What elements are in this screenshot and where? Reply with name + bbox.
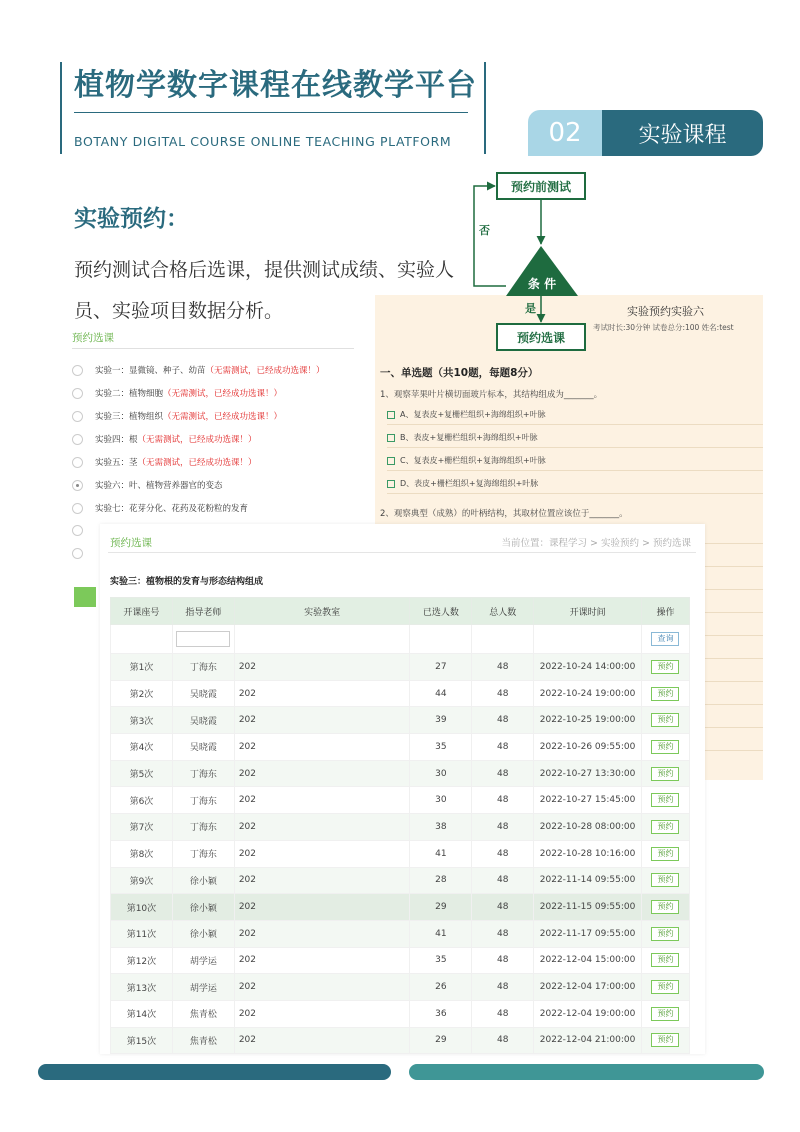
table-cell: [641, 787, 689, 814]
table-cell: [641, 1027, 689, 1054]
table-cell: [472, 625, 534, 654]
breadcrumb: 当前位置：课程学习 > 实验预约 > 预约选课: [501, 538, 691, 549]
table-cell: [641, 894, 689, 921]
choice-note: （无需测试，已经成功选课！）: [137, 435, 257, 445]
table-cell: 胡学运: [172, 974, 234, 1001]
exam-title: 实验预约实验六: [627, 305, 704, 318]
table-cell: 2022-12-04 17:00:00: [534, 974, 642, 1001]
table-cell: 202: [234, 734, 410, 761]
exam-option-label: C、复表皮+栅栏组织+复海绵组织+叶脉: [400, 456, 546, 465]
exam-meta: 考试时长:30分钟 试卷总分:100 姓名:test: [593, 323, 734, 332]
choice-label: 实验五：茎: [95, 458, 138, 468]
table-cell: 48: [472, 947, 534, 974]
choice-label: 实验二：植物细胞: [95, 389, 164, 399]
table-cell: 第14次: [111, 1000, 173, 1027]
choice-label: 实验七：花芽分化、花药及花粉粒的发育: [95, 504, 249, 514]
radio-icon[interactable]: [72, 434, 83, 445]
table-cell: 丁海东: [172, 760, 234, 787]
table-cell: 48: [472, 920, 534, 947]
table-row: [111, 894, 690, 921]
table-cell: 2022-12-04 21:00:00: [534, 1027, 642, 1054]
table-cell: 2022-10-25 19:00:00: [534, 707, 642, 734]
choice-item[interactable]: [72, 433, 257, 445]
table-cell: 202: [234, 1000, 410, 1027]
table-cell: 48: [472, 787, 534, 814]
table-cell: 2022-11-15 09:55:00: [534, 894, 642, 921]
table-cell: 41: [410, 840, 472, 867]
table-row: [111, 760, 690, 787]
book-button[interactable]: 预约: [651, 713, 679, 727]
table-cell: [641, 734, 689, 761]
table-cell: 202: [234, 760, 410, 787]
schedule-table: [110, 597, 690, 1054]
flow-condition-label: 条 件: [527, 277, 557, 291]
table-cell: 2022-10-27 13:30:00: [534, 760, 642, 787]
schedule-panel: [100, 524, 705, 1054]
book-button[interactable]: 预约: [651, 793, 679, 807]
choice-label: 实验一：显微镜、种子、幼苗: [95, 366, 206, 376]
book-button[interactable]: 预约: [651, 1033, 679, 1047]
radio-icon[interactable]: [72, 548, 83, 559]
table-cell: 第4次: [111, 734, 173, 761]
table-cell: 吴晓霞: [172, 707, 234, 734]
teacher-filter-input[interactable]: [176, 631, 230, 647]
table-cell: 202: [234, 680, 410, 707]
table-row: [111, 654, 690, 681]
column-header: 实验教室: [234, 598, 410, 625]
table-cell: 26: [410, 974, 472, 1001]
section-name: 实验课程: [602, 110, 763, 156]
column-header: 指导老师: [172, 598, 234, 625]
choice-item[interactable]: [72, 548, 95, 559]
table-cell: 胡学运: [172, 947, 234, 974]
table-cell: 第1次: [111, 654, 173, 681]
panel-title: 预约选课: [110, 537, 152, 549]
table-row: [111, 1027, 690, 1054]
column-header: 开课座号: [111, 598, 173, 625]
table-row: [111, 680, 690, 707]
flowchart: [470, 170, 600, 360]
table-cell: 39: [410, 707, 472, 734]
table-row: [111, 840, 690, 867]
table-cell: [641, 920, 689, 947]
table-header-row: [111, 598, 690, 625]
table-cell: [234, 625, 410, 654]
table-cell: 48: [472, 760, 534, 787]
checkbox-icon[interactable]: [387, 434, 395, 442]
table-cell: 丁海东: [172, 654, 234, 681]
table-cell: 28: [410, 867, 472, 894]
exam-option[interactable]: [387, 405, 763, 425]
table-row: [111, 734, 690, 761]
radio-icon[interactable]: [72, 388, 83, 399]
table-cell: 36: [410, 1000, 472, 1027]
choice-item[interactable]: [72, 525, 95, 536]
choose-title: 预约选课: [72, 332, 114, 344]
column-header: 总人数: [472, 598, 534, 625]
table-cell: 第7次: [111, 814, 173, 841]
checkbox-icon[interactable]: [387, 480, 395, 488]
divider: [108, 552, 696, 553]
table-cell: 2022-11-14 09:55:00: [534, 867, 642, 894]
table-cell: 202: [234, 814, 410, 841]
choice-item[interactable]: [72, 364, 325, 376]
exam-option[interactable]: [387, 474, 763, 494]
choice-item[interactable]: [72, 456, 257, 468]
table-cell: 2022-11-17 09:55:00: [534, 920, 642, 947]
table-cell: [641, 707, 689, 734]
table-cell: 202: [234, 974, 410, 1001]
table-cell: 48: [472, 840, 534, 867]
exam-option[interactable]: [387, 451, 763, 471]
section-description: 预约测试合格后选课，提供测试成绩、实验人员、实验项目数据分析。: [74, 259, 455, 322]
book-button[interactable]: 预约: [651, 687, 679, 701]
table-cell: 2022-10-26 09:55:00: [534, 734, 642, 761]
exam-section-title: 一、单选题（共10题，每题8分）: [380, 367, 539, 379]
table-cell: 徐小颖: [172, 920, 234, 947]
table-cell: [641, 654, 689, 681]
section-number: 02: [528, 110, 602, 156]
table-cell: [641, 974, 689, 1001]
table-cell: 焦青松: [172, 1000, 234, 1027]
table-cell: 30: [410, 787, 472, 814]
flow-yes-label: 是: [525, 302, 536, 315]
table-cell: 202: [234, 707, 410, 734]
choice-note: （无需测试，已经成功选课！）: [163, 412, 283, 422]
table-cell: 48: [472, 814, 534, 841]
table-cell: 第11次: [111, 920, 173, 947]
radio-icon[interactable]: [72, 525, 83, 536]
book-button[interactable]: 预约: [651, 660, 679, 674]
table-cell: 29: [410, 894, 472, 921]
table-cell: [641, 760, 689, 787]
table-cell: 2022-12-04 19:00:00: [534, 1000, 642, 1027]
table-cell: 48: [472, 1027, 534, 1054]
table-cell: 2022-10-24 19:00:00: [534, 680, 642, 707]
book-button[interactable]: 预约: [651, 980, 679, 994]
table-cell: 35: [410, 947, 472, 974]
footer-bar-left: [38, 1064, 391, 1080]
choice-label: 实验三：植物组织: [95, 412, 164, 422]
table-cell: 第3次: [111, 707, 173, 734]
column-header: 已选人数: [410, 598, 472, 625]
radio-icon[interactable]: [72, 365, 83, 376]
section-heading: 实验预约：: [74, 205, 189, 232]
table-row: [111, 947, 690, 974]
table-row: [111, 1000, 690, 1027]
table-cell: [410, 625, 472, 654]
book-button[interactable]: 预约: [651, 927, 679, 941]
table-cell: 41: [410, 920, 472, 947]
book-button[interactable]: 预约: [651, 847, 679, 861]
book-button[interactable]: 预约: [651, 740, 679, 754]
section-tab: [528, 110, 763, 156]
checkbox-icon[interactable]: [387, 457, 395, 465]
table-cell: 35: [410, 734, 472, 761]
book-button[interactable]: 预约: [651, 820, 679, 834]
table-cell: 2022-12-04 15:00:00: [534, 947, 642, 974]
table-cell: 第12次: [111, 947, 173, 974]
table-cell: 2022-10-28 10:16:00: [534, 840, 642, 867]
table-cell: 吴晓霞: [172, 680, 234, 707]
radio-icon[interactable]: [72, 411, 83, 422]
table-cell: 丁海东: [172, 787, 234, 814]
choice-note: （无需测试，已经成功选课！）: [163, 389, 283, 399]
choice-label: 实验四：根: [95, 435, 138, 445]
experiment-title: 实验三：植物根的发育与形态结构组成: [110, 577, 264, 587]
flow-no-label: 否: [479, 224, 490, 237]
choice-item[interactable]: [72, 387, 282, 399]
exam-option-label: B、表皮+复栅栏组织+海绵组织+叶脉: [400, 433, 538, 442]
choice-note: （无需测试，已经成功选课！）: [137, 458, 257, 468]
table-cell: 2022-10-24 14:00:00: [534, 654, 642, 681]
choice-item[interactable]: [72, 410, 282, 422]
table-cell: 27: [410, 654, 472, 681]
table-row: [111, 707, 690, 734]
table-cell: [172, 625, 234, 654]
table-row: [111, 787, 690, 814]
choice-label: 实验六：叶、植物营养器官的变态: [95, 481, 223, 491]
book-button[interactable]: 预约: [651, 900, 679, 914]
exam-option-label: D、表皮+栅栏组织+复海绵组织+叶脉: [400, 479, 539, 488]
table-cell: 38: [410, 814, 472, 841]
table-cell: 48: [472, 680, 534, 707]
radio-icon[interactable]: [72, 503, 83, 514]
table-cell: 30: [410, 760, 472, 787]
book-button[interactable]: 预约: [651, 767, 679, 781]
footer-bar-right: [409, 1064, 764, 1080]
table-cell: [641, 840, 689, 867]
header-left-rule: [60, 62, 62, 154]
table-cell: 44: [410, 680, 472, 707]
column-header: 操作: [641, 598, 689, 625]
table-cell: 第8次: [111, 840, 173, 867]
table-row: [111, 920, 690, 947]
submit-button[interactable]: [74, 587, 96, 607]
table-cell: 202: [234, 840, 410, 867]
table-cell: 吴晓霞: [172, 734, 234, 761]
table-cell: 2022-10-27 15:45:00: [534, 787, 642, 814]
table-cell: 202: [234, 787, 410, 814]
table-cell: [641, 814, 689, 841]
table-cell: 48: [472, 974, 534, 1001]
table-cell: [641, 625, 689, 654]
header-right-rule: [484, 62, 486, 154]
book-button[interactable]: 预约: [651, 953, 679, 967]
table-row: [111, 867, 690, 894]
table-cell: 第2次: [111, 680, 173, 707]
query-button[interactable]: 查询: [651, 632, 679, 646]
exam-option-label: A、复表皮+复栅栏组织+海绵组织+叶脉: [400, 410, 546, 419]
table-cell: 48: [472, 734, 534, 761]
table-cell: 徐小颖: [172, 867, 234, 894]
table-cell: 48: [472, 867, 534, 894]
book-button[interactable]: 预约: [651, 1007, 679, 1021]
table-cell: 48: [472, 1000, 534, 1027]
table-cell: 2022-10-28 08:00:00: [534, 814, 642, 841]
exam-question-1: 1、观察苹果叶片横切面玻片标本，其结构组成为_______。: [380, 390, 603, 400]
table-cell: 丁海东: [172, 840, 234, 867]
table-cell: [641, 947, 689, 974]
choice-item[interactable]: [72, 502, 248, 514]
checkbox-icon[interactable]: [387, 411, 395, 419]
book-button[interactable]: 预约: [651, 873, 679, 887]
flow-start-label: 预约前测试: [510, 180, 572, 194]
table-cell: 第13次: [111, 974, 173, 1001]
radio-icon[interactable]: [72, 457, 83, 468]
choice-item[interactable]: [72, 479, 223, 491]
table-cell: 第10次: [111, 894, 173, 921]
table-cell: 29: [410, 1027, 472, 1054]
table-cell: [641, 867, 689, 894]
table-cell: 202: [234, 867, 410, 894]
table-cell: 第6次: [111, 787, 173, 814]
table-cell: 第9次: [111, 867, 173, 894]
choice-note: （无需测试，已经成功选课！）: [205, 366, 325, 376]
page-title: 植物学数字课程在线教学平台: [74, 68, 477, 103]
table-cell: 48: [472, 654, 534, 681]
divider: [72, 348, 354, 349]
table-cell: [641, 680, 689, 707]
column-header: 开课时间: [534, 598, 642, 625]
table-row: [111, 814, 690, 841]
table-cell: 第5次: [111, 760, 173, 787]
table-cell: [534, 625, 642, 654]
table-cell: 48: [472, 894, 534, 921]
table-cell: 丁海东: [172, 814, 234, 841]
exam-question-2: 2、观察典型（成熟）的叶柄结构，其取材位置应该位于_______。: [380, 509, 628, 519]
table-cell: 48: [472, 707, 534, 734]
table-cell: [641, 1000, 689, 1027]
table-cell: 202: [234, 947, 410, 974]
table-cell: 徐小颖: [172, 894, 234, 921]
radio-icon[interactable]: [72, 480, 83, 491]
exam-option[interactable]: [387, 428, 763, 448]
table-cell: 焦青松: [172, 1027, 234, 1054]
table-cell: 202: [234, 894, 410, 921]
filter-row: [111, 625, 690, 654]
table-cell: 202: [234, 920, 410, 947]
table-cell: 202: [234, 1027, 410, 1054]
title-underline: [74, 112, 468, 113]
table-cell: [111, 625, 173, 654]
table-row: [111, 974, 690, 1001]
flow-end-label: 预约选课: [516, 331, 566, 345]
table-cell: 202: [234, 654, 410, 681]
page-subtitle: BOTANY DIGITAL COURSE ONLINE TEACHING PLATFORM: [74, 134, 452, 149]
table-cell: 第15次: [111, 1027, 173, 1054]
